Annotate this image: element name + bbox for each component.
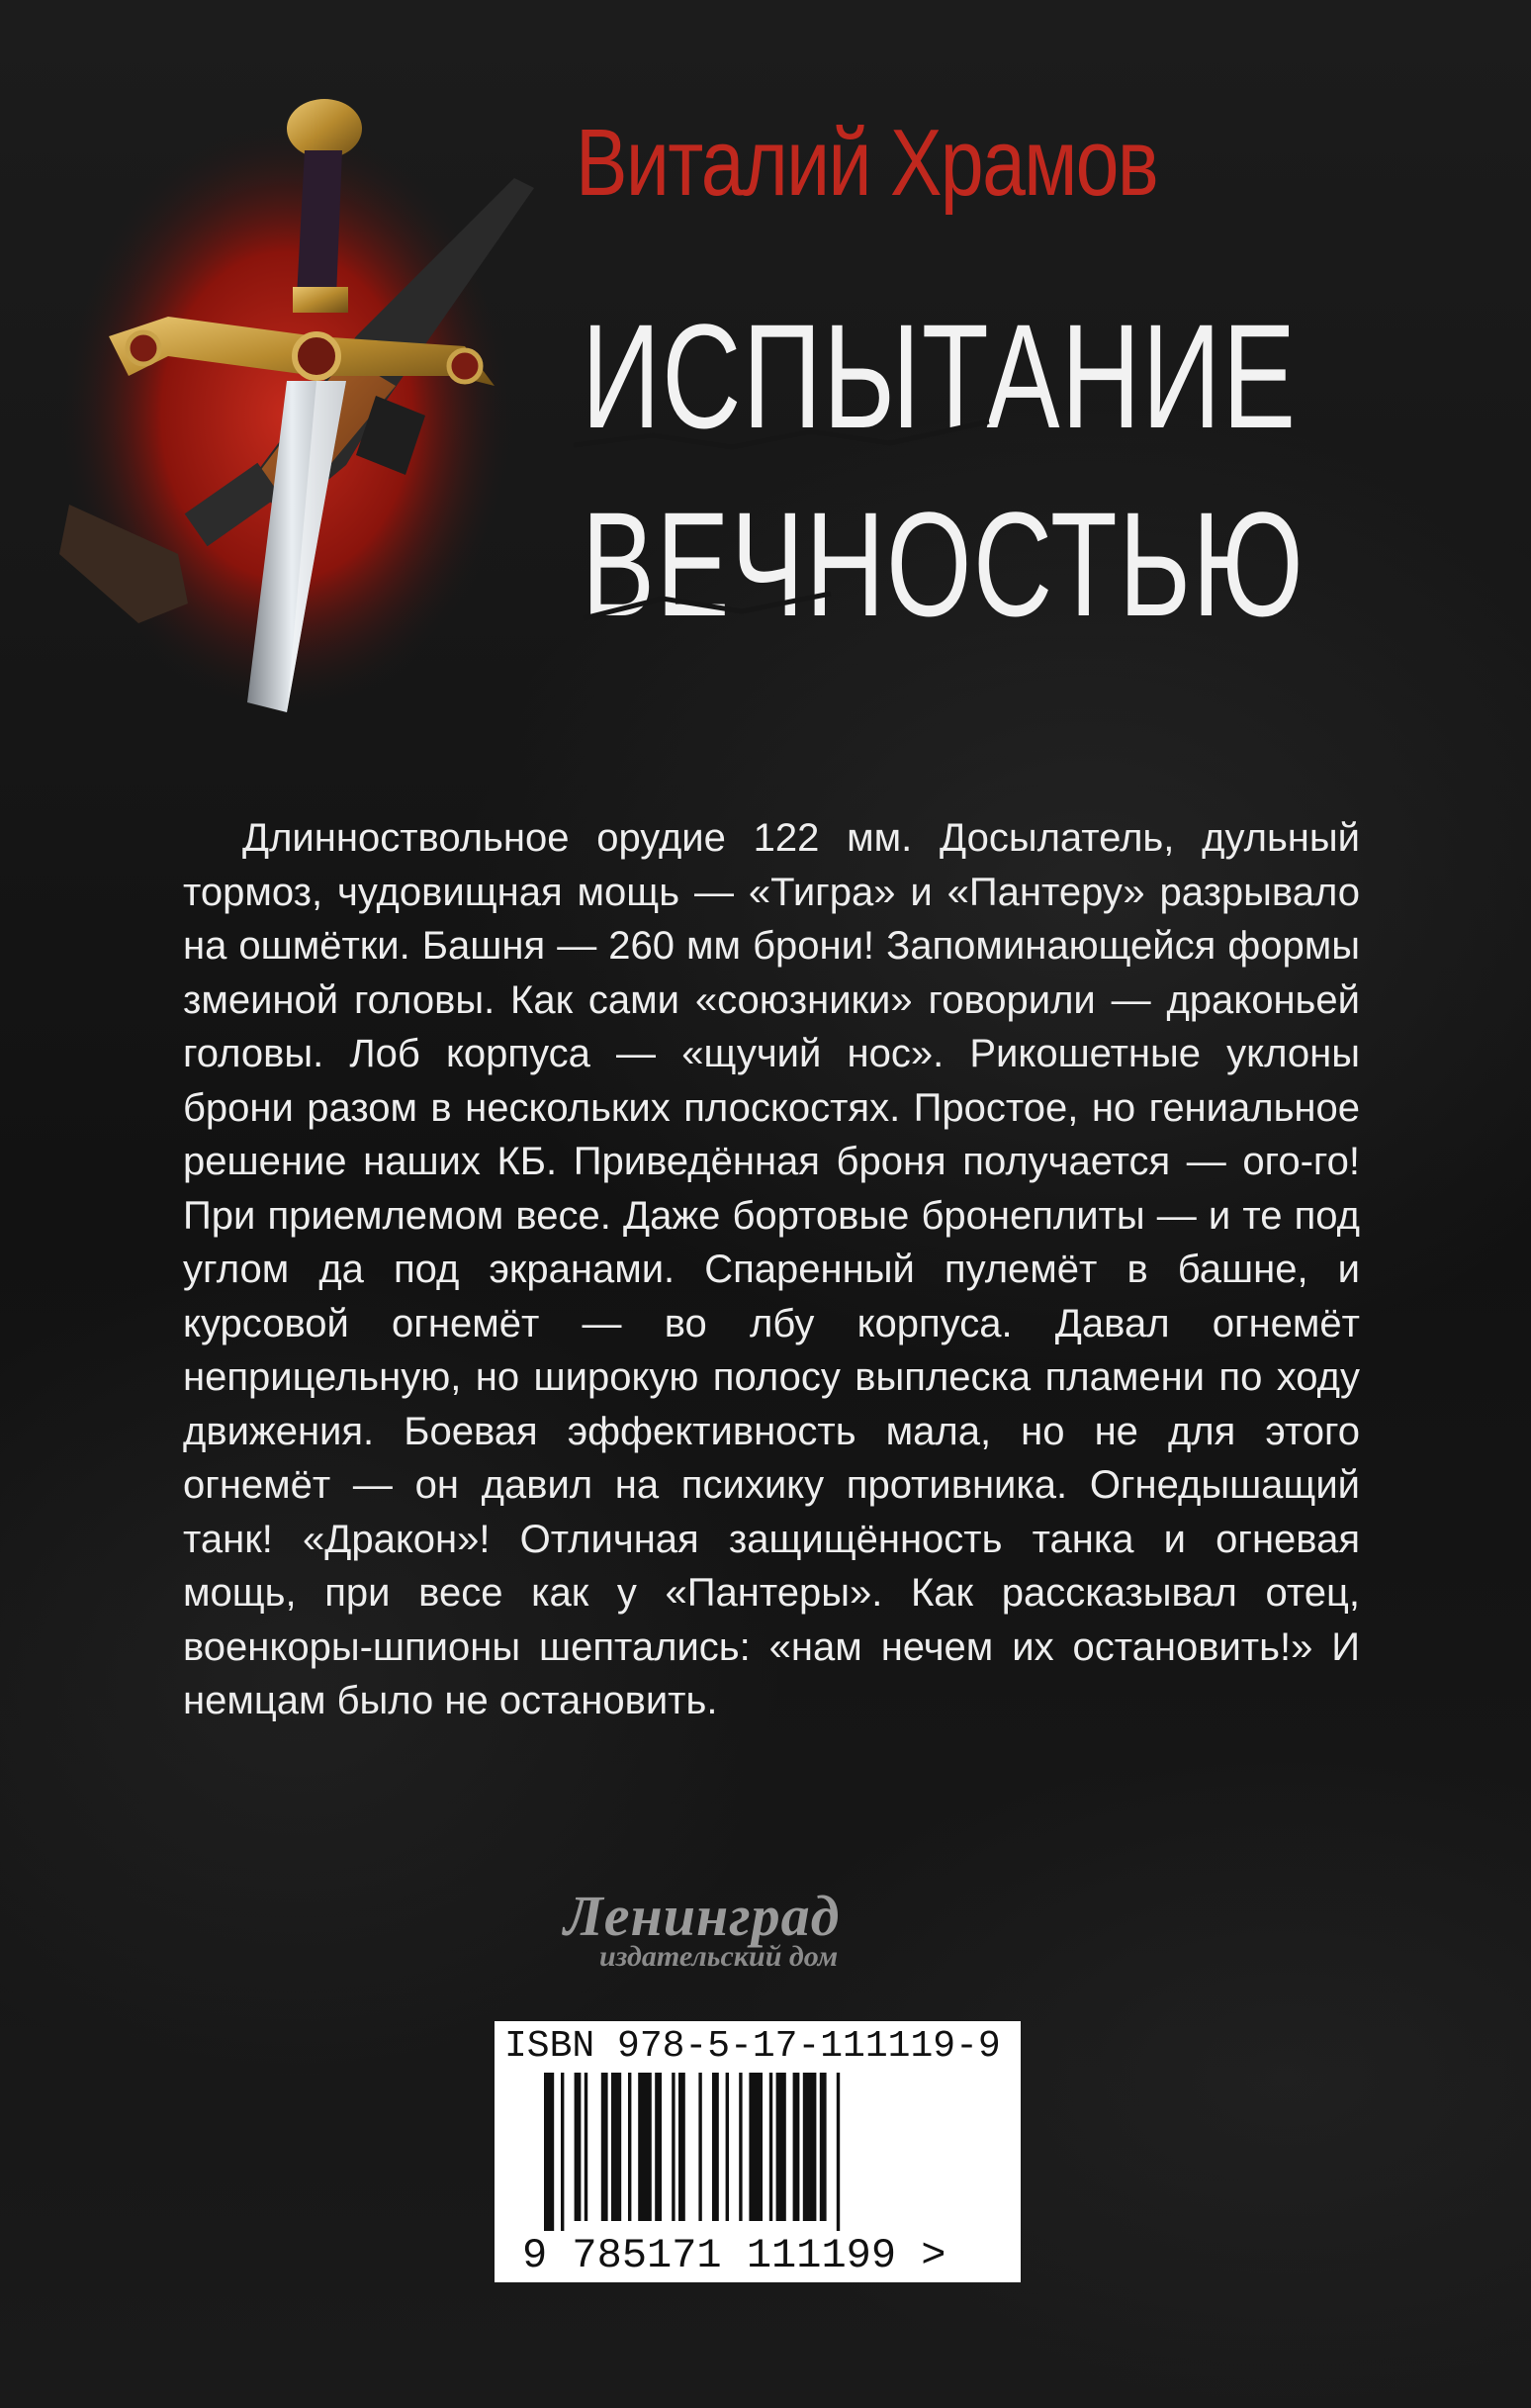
barcode-bar (803, 2073, 817, 2221)
barcode-panel (495, 2021, 1021, 2282)
barcode-bar (678, 2073, 685, 2221)
sword-and-rifle-emblem (49, 89, 564, 742)
barcode-bar (628, 2073, 631, 2221)
barcode-bar (638, 2073, 652, 2221)
barcode-bar (698, 2073, 701, 2221)
barcode-bar (726, 2073, 729, 2221)
barcode-bar (575, 2073, 582, 2221)
book-title-line-2: ВЕЧНОСТЬЮ (582, 481, 1306, 647)
isbn-label: ISBN 978-5-17-111119-9 (504, 2025, 1001, 2068)
barcode-bar (776, 2073, 786, 2221)
barcode-bar (739, 2073, 742, 2221)
barcode-bar (837, 2073, 840, 2231)
publisher-subtitle: издательский дом (599, 1940, 839, 1973)
publisher-name: Ленинград (564, 1884, 841, 1948)
barcode-bar (793, 2073, 800, 2221)
barcode-icon (544, 2073, 999, 2231)
ean-digits: 9 785171 111199 > (522, 2232, 946, 2279)
barcode-bar (561, 2073, 564, 2231)
barcode-bar (601, 2073, 608, 2221)
barcode-bar (585, 2073, 587, 2221)
barcode-bar (655, 2073, 662, 2221)
barcode-bar (611, 2073, 621, 2221)
author-name: Виталий Храмов (576, 110, 1158, 216)
barcode-bar (769, 2073, 772, 2221)
barcode-bar (712, 2073, 719, 2221)
barcode-bar (820, 2073, 827, 2221)
book-title-line-1: ИСПЫТАНИЕ (582, 293, 1298, 459)
barcode-bar (544, 2073, 554, 2231)
book-annotation-text: Длинноствольное орудие 122 мм. Досылатель, дульный тормоз, чудовищная мощь — «Тигра» и «Пантеру» разрывало на ошмётки. Башня — 260 мм брони! Запоминающейся формы змеиной головы. Как сами «союзники» говорили — драконьей головы. Лоб корпуса — «щучий нос». Рикошетные уклоны брони разом в нескольких плоскостях. Простое, но гениальное решение наших КБ. Приведённая броня получается — ого-го! При приемлемом весе. Даже бортовые бронеплиты — и те под углом да под экранами. Спаренный пулемёт в башне, и курсовой огнемёт — во лбу корпуса. Давал огнемёт неприцельную, но широкую полосу выплеска пламени по ходу движения. Боевая эффективность мала, но не для этого огнемёт — он давил на психику противника. Огнедышащий танк! «Дракон»! Отличная защищённость танка и огневая мощь, при весе как у «Пантеры». Как рассказывал отец, военкоры-шпионы шептались: «нам нечем их остановить!» И немцам было не остановить. (183, 816, 1360, 1722)
barcode-bar (749, 2073, 763, 2221)
barcode-bar (672, 2073, 675, 2221)
publisher-logo (564, 1885, 959, 1993)
